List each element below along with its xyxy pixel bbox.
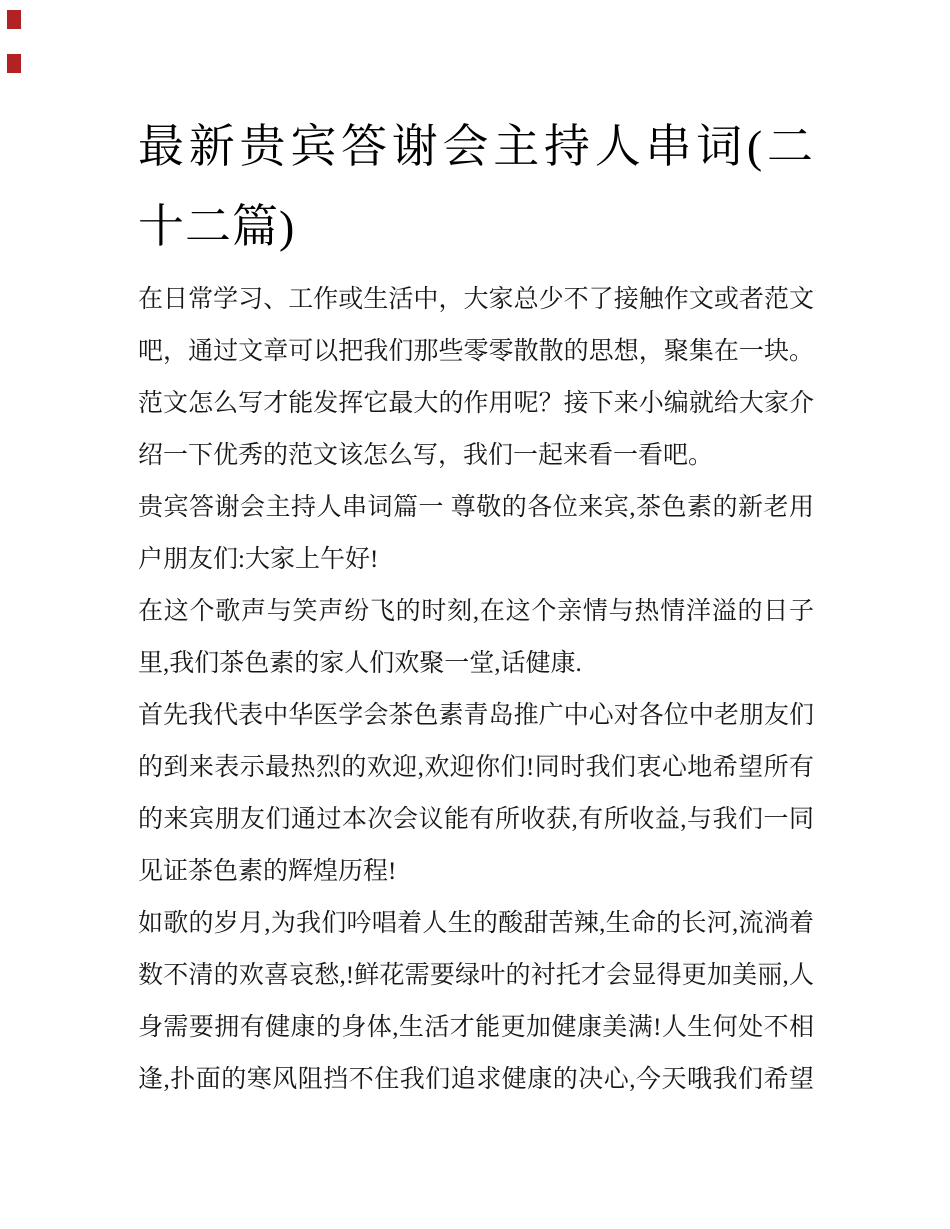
body-line-8: 里,我们茶色素的家人们欢聚一堂,话健康. xyxy=(138,650,582,677)
body-line-15: 身需要拥有健康的身体,生活才能更加健康美满!人生何处不相 xyxy=(138,1014,814,1041)
document-body xyxy=(138,274,814,1106)
body-line-6: 户朋友们:大家上午好! xyxy=(138,546,379,573)
body-line-9: 首先我代表中华医学会茶色素青岛推广中心对各位中老朋友们 xyxy=(138,702,814,729)
body-line-14: 数不清的欢喜哀愁,!鲜花需要绿叶的衬托才会显得更加美丽,人 xyxy=(138,962,814,989)
body-line-3: 范文怎么写才能发挥它最大的作用呢？接下来小编就给大家介 xyxy=(138,390,814,417)
title-line-2: 十二篇) xyxy=(138,201,296,252)
body-line-16: 逢,扑面的寒风阻挡不住我们追求健康的决心,今天哦我们希望 xyxy=(138,1066,814,1093)
red-corner-mark-bottom xyxy=(7,54,21,73)
body-line-2: 吧，通过文章可以把我们那些零零散散的思想，聚集在一块。 xyxy=(138,338,814,365)
red-corner-mark-top xyxy=(7,10,21,29)
body-line-7: 在这个歌声与笑声纷飞的时刻,在这个亲情与热情洋溢的日子 xyxy=(138,598,814,625)
document-title xyxy=(138,107,814,267)
title-line-1: 最新贵宾答谢会主持人串词(二 xyxy=(138,121,814,172)
body-line-11: 的来宾朋友们通过本次会议能有所收获,有所收益,与我们一同 xyxy=(138,806,814,833)
body-line-1: 在日常学习、工作或生活中，大家总少不了接触作文或者范文 xyxy=(138,286,814,313)
body-line-13: 如歌的岁月,为我们吟唱着人生的酸甜苦辣,生命的长河,流淌着 xyxy=(138,910,814,937)
body-line-4: 绍一下优秀的范文该怎么写，我们一起来看一看吧。 xyxy=(138,442,714,469)
body-line-12: 见证茶色素的辉煌历程! xyxy=(138,858,397,885)
body-line-10: 的到来表示最热烈的欢迎,欢迎你们!同时我们衷心地希望所有 xyxy=(138,754,814,781)
body-line-5: 贵宾答谢会主持人串词篇一 尊敬的各位来宾,茶色素的新老用 xyxy=(138,494,814,521)
